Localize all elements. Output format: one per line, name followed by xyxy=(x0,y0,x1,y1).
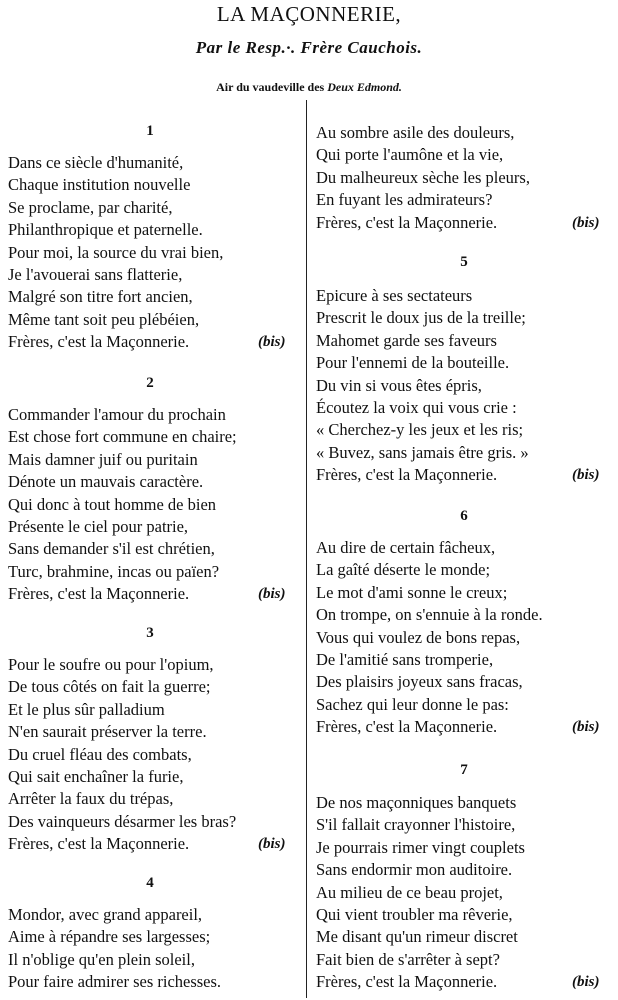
verse-line: Qui porte l'aumône et la vie, xyxy=(316,145,504,165)
verse-line: Au milieu de ce beau projet, xyxy=(316,882,503,902)
verse-line: Malgré son titre fort ancien, xyxy=(8,287,193,307)
verse-line: En fuyant les admirateurs? xyxy=(316,190,493,210)
refrain-bis-mark: (bis) xyxy=(572,214,600,231)
verse-line: Présente le ciel pour patrie, xyxy=(8,517,189,536)
verse-line: « Cherchez-y les jeux et les ris; xyxy=(316,420,524,440)
verse-line: De l'amitié sans tromperie, xyxy=(316,650,494,669)
verse-line: Qui vient troubler ma rêverie, xyxy=(316,905,513,924)
verse-line: Turc, brahmine, incas ou païen? xyxy=(8,561,220,581)
verse-line: Mondor, avec grand appareil, xyxy=(8,905,203,924)
verse-line: Des vainqueurs désarmer les bras? xyxy=(8,811,237,831)
verse-line: Frères, c'est la Maçonnerie. xyxy=(316,465,498,485)
stanza-number: 1 xyxy=(146,123,154,139)
verse-line: De nos maçonniques banquets xyxy=(316,793,517,812)
verse-line: Du malheureux sèche les pleurs, xyxy=(316,167,530,187)
verse-line: Me disant qu'un rimeur discret xyxy=(316,927,518,947)
verse-line: Commander l'amour du prochain xyxy=(8,405,226,424)
refrain-bis-mark: (bis) xyxy=(258,334,286,351)
verse-line: Au dire de certain fâcheux, xyxy=(316,538,496,557)
verse-line: Fait bien de s'arrêter à sept? xyxy=(316,949,500,969)
verse-line: Qui donc à tout homme de bien xyxy=(8,494,217,514)
verse-line: Epicure à ses sectateurs xyxy=(316,286,473,305)
refrain-bis-mark: (bis) xyxy=(572,467,600,484)
stanza-number: 5 xyxy=(460,254,468,270)
verse-line: Pour l'ennemi de la bouteille. xyxy=(316,353,510,373)
air-title: Deux Edmond. xyxy=(327,80,402,94)
verse-line: Je pourrais rimer vingt couplets xyxy=(316,837,525,857)
verse-line: Sans endormir mon auditoire. xyxy=(316,860,513,880)
verse-line: Dénote un mauvais caractère. xyxy=(8,472,204,492)
verse-line: « Buvez, sans jamais être gris. » xyxy=(316,442,529,462)
verse-line: La gaîté déserte le monde; xyxy=(316,560,491,580)
page-title: LA MAÇONNERIE, xyxy=(216,2,402,26)
verse-line: Arrêter la faux du trépas, xyxy=(8,789,174,809)
verse-line: Pour moi, la source du vrai bien, xyxy=(8,242,224,262)
verse-line: Et le plus sûr palladium xyxy=(8,699,165,719)
stanza-number: 7 xyxy=(460,762,468,778)
author-byline: Par le Resp.·. Frère Cauchois. xyxy=(195,38,423,57)
verse-line: Frères, c'est la Maçonnerie. xyxy=(8,332,190,352)
verse-line: Pour le soufre ou pour l'opium, xyxy=(8,655,214,674)
verse-line: S'il fallait crayonner l'histoire, xyxy=(316,815,516,835)
verse-line: Qui sait enchaîner la furie, xyxy=(8,767,184,786)
verse-line: Prescrit le doux jus de la treille; xyxy=(316,308,526,328)
verse-line: Frères, c'est la Maçonnerie. xyxy=(316,972,498,992)
refrain-bis-mark: (bis) xyxy=(258,586,286,603)
verse-line: Sachez qui leur donne le pas: xyxy=(316,694,509,714)
verse-line: Vous qui voulez de bons repas, xyxy=(316,627,521,647)
verse-line: Mahomet garde ses faveurs xyxy=(316,330,497,350)
verse-line: N'en saurait préserver la terre. xyxy=(8,722,207,742)
verse-line: Du vin si vous êtes épris, xyxy=(316,375,482,395)
verse-line: Du cruel fléau des combats, xyxy=(8,744,192,764)
verse-line: Dans ce siècle d'humanité, xyxy=(8,153,184,172)
verse-line: Mais damner juif ou puritain xyxy=(8,449,198,469)
stanza-number: 3 xyxy=(146,625,154,641)
verse-line: Est chose fort commune en chaire; xyxy=(8,427,237,447)
verse-line: Aime à répandre ses largesses; xyxy=(8,927,211,947)
verse-line: Frères, c'est la Maçonnerie. xyxy=(316,717,498,737)
air-prefix: Air du vaudeville des xyxy=(216,80,325,94)
air-attribution xyxy=(0,79,618,95)
verse-line: Philanthropique et paternelle. xyxy=(8,220,203,240)
verse-line: Pour faire admirer ses richesses. xyxy=(8,972,222,992)
verse-line: On trompe, on s'ennuie à la ronde. xyxy=(316,605,543,625)
verse-line: Frères, c'est la Maçonnerie. xyxy=(8,834,190,854)
refrain-bis-mark: (bis) xyxy=(572,719,600,736)
verse-line: Frères, c'est la Maçonnerie. xyxy=(8,584,190,604)
stanza-number: 4 xyxy=(146,875,154,891)
verse-line: Je l'avouerai sans flatterie, xyxy=(8,265,183,284)
refrain-bis-mark: (bis) xyxy=(572,974,600,991)
verse-line: Au sombre asile des douleurs, xyxy=(316,123,515,142)
verse-line: Il n'oblige qu'en plein soleil, xyxy=(8,949,195,969)
stanza-number: 6 xyxy=(460,508,468,524)
verse-line: Même tant soit peu plébéien, xyxy=(8,309,200,329)
verse-line: De tous côtés on fait la guerre; xyxy=(8,677,211,697)
verse-line: Chaque institution nouvelle xyxy=(8,175,191,195)
stanza-number: 2 xyxy=(146,375,154,391)
verse-line: Des plaisirs joyeux sans fracas, xyxy=(316,672,523,692)
refrain-bis-mark: (bis) xyxy=(258,836,286,853)
verse-line: Écoutez la voix qui vous crie : xyxy=(316,398,517,417)
verse-line: Frères, c'est la Maçonnerie. xyxy=(316,212,498,232)
column-divider xyxy=(306,100,307,998)
verse-line: Se proclame, par charité, xyxy=(8,197,173,217)
verse-line: Sans demander s'il est chrétien, xyxy=(8,539,215,559)
verse-line: Le mot d'ami sonne le creux; xyxy=(316,582,508,602)
